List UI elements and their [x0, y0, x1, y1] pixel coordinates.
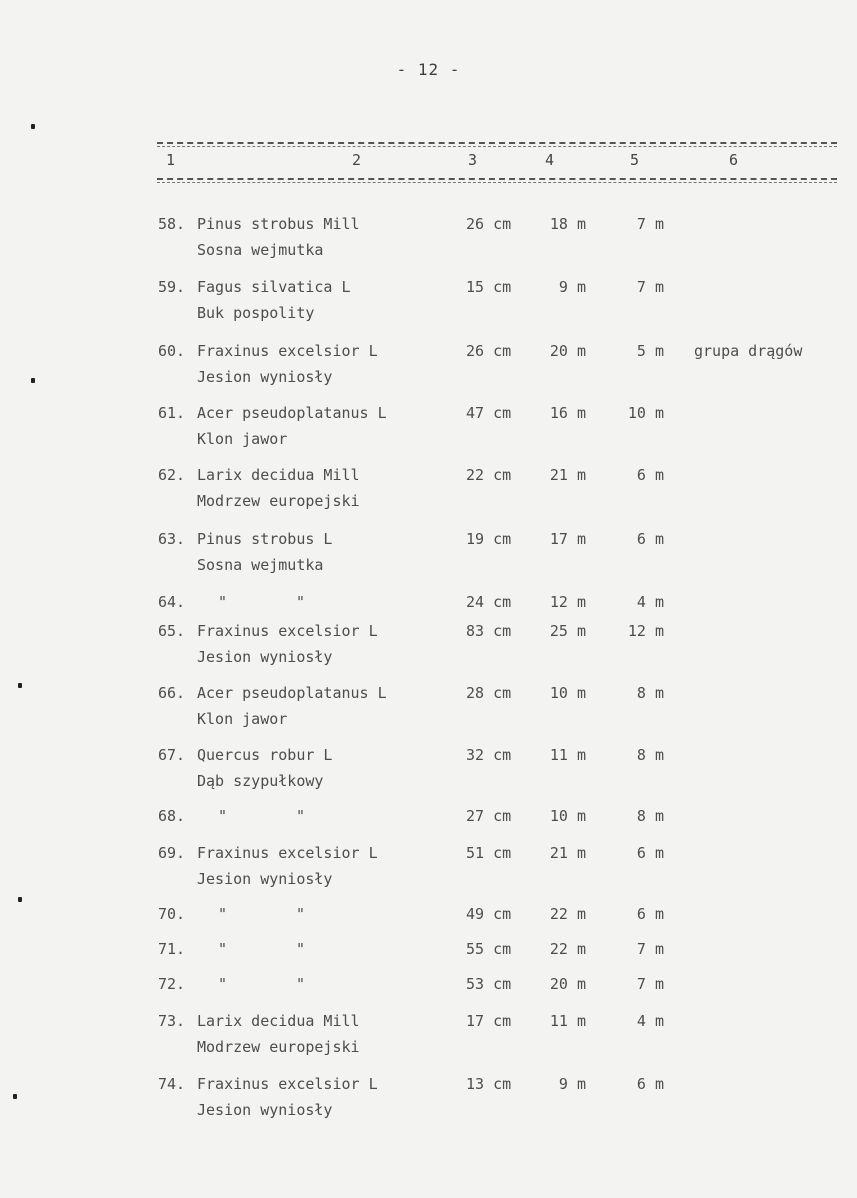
species-polish-name: Dąb szypułkowy: [197, 772, 324, 790]
species-polish-name: Jesion wyniosły: [197, 1101, 333, 1119]
ditto-mark: ": [218, 975, 228, 993]
binder-mark: [31, 124, 35, 129]
species-polish-name: Buk pospolity: [197, 304, 315, 322]
ditto-mark: ": [218, 905, 228, 923]
species-polish-name: Jesion wyniosły: [197, 648, 333, 666]
row-number: 66.: [158, 684, 186, 702]
row-number: 59.: [158, 278, 186, 296]
crown-value: 12 m: [627, 622, 664, 640]
height-value: 17 m: [549, 530, 586, 548]
row-number: 63.: [158, 530, 186, 548]
binder-mark: [13, 1094, 17, 1099]
circumference-value: 17 cm: [466, 1012, 512, 1030]
circumference-value: 49 cm: [466, 905, 512, 923]
column-header-2: 2: [352, 151, 362, 169]
species-latin-name: Larix decidua Mill: [197, 1012, 360, 1030]
column-header-4: 4: [545, 151, 555, 169]
species-polish-name: Jesion wyniosły: [197, 870, 333, 888]
ditto-mark: ": [218, 807, 228, 825]
circumference-value: 83 cm: [466, 622, 512, 640]
ditto-mark: ": [296, 905, 306, 923]
crown-value: 7 m: [636, 940, 664, 958]
circumference-value: 26 cm: [466, 342, 512, 360]
circumference-value: 32 cm: [466, 746, 512, 764]
crown-value: 6 m: [636, 1075, 664, 1093]
species-latin-name: Fraxinus excelsior L: [197, 844, 378, 862]
circumference-value: 19 cm: [466, 530, 512, 548]
crown-value: 7 m: [636, 975, 664, 993]
species-latin-name: Quercus robur L: [197, 746, 333, 764]
height-value: 21 m: [549, 844, 586, 862]
row-number: 61.: [158, 404, 186, 422]
row-number: 69.: [158, 844, 186, 862]
height-value: 20 m: [549, 342, 586, 360]
species-polish-name: Sosna wejmutka: [197, 241, 324, 259]
circumference-value: 28 cm: [466, 684, 512, 702]
circumference-value: 15 cm: [466, 278, 512, 296]
circumference-value: 51 cm: [466, 844, 512, 862]
height-value: 16 m: [549, 404, 586, 422]
height-value: 11 m: [549, 746, 586, 764]
height-value: 22 m: [549, 905, 586, 923]
crown-value: 8 m: [636, 684, 664, 702]
ditto-mark: ": [296, 940, 306, 958]
crown-value: 4 m: [636, 1012, 664, 1030]
height-value: 21 m: [549, 466, 586, 484]
species-polish-name: Modrzew europejski: [197, 1038, 360, 1056]
crown-value: 7 m: [636, 215, 664, 233]
species-polish-name: Modrzew europejski: [197, 492, 360, 510]
crown-value: 4 m: [636, 593, 664, 611]
column-header-3: 3: [468, 151, 478, 169]
column-header-6: 6: [729, 151, 739, 169]
circumference-value: 26 cm: [466, 215, 512, 233]
species-latin-name: Pinus strobus Mill: [197, 215, 360, 233]
row-number: 68.: [158, 807, 186, 825]
species-latin-name: Fraxinus excelsior L: [197, 622, 378, 640]
row-number: 62.: [158, 466, 186, 484]
species-polish-name: Klon jawor: [197, 710, 288, 728]
species-latin-name: Pinus strobus L: [197, 530, 333, 548]
page-number: - 12 -: [396, 60, 461, 79]
crown-value: 7 m: [636, 278, 664, 296]
height-value: 9 m: [558, 1075, 586, 1093]
row-number: 64.: [158, 593, 186, 611]
row-number: 72.: [158, 975, 186, 993]
ditto-mark: ": [296, 975, 306, 993]
height-value: 10 m: [549, 684, 586, 702]
species-latin-name: Fraxinus excelsior L: [197, 1075, 378, 1093]
species-polish-name: Klon jawor: [197, 430, 288, 448]
row-number: 73.: [158, 1012, 186, 1030]
species-latin-name: Acer pseudoplatanus L: [197, 684, 387, 702]
crown-value: 10 m: [627, 404, 664, 422]
height-value: 22 m: [549, 940, 586, 958]
row-number: 74.: [158, 1075, 186, 1093]
crown-value: 6 m: [636, 466, 664, 484]
circumference-value: 53 cm: [466, 975, 512, 993]
circumference-value: 24 cm: [466, 593, 512, 611]
crown-value: 6 m: [636, 530, 664, 548]
species-polish-name: Sosna wejmutka: [197, 556, 324, 574]
row-number: 58.: [158, 215, 186, 233]
crown-value: 6 m: [636, 844, 664, 862]
circumference-value: 13 cm: [466, 1075, 512, 1093]
species-latin-name: Fagus silvatica L: [197, 278, 351, 296]
row-number: 67.: [158, 746, 186, 764]
binder-mark: [18, 683, 22, 688]
row-number: 60.: [158, 342, 186, 360]
ditto-mark: ": [218, 593, 228, 611]
row-number: 70.: [158, 905, 186, 923]
circumference-value: 47 cm: [466, 404, 512, 422]
column-header-5: 5: [630, 151, 640, 169]
crown-value: 8 m: [636, 807, 664, 825]
height-value: 11 m: [549, 1012, 586, 1030]
height-value: 25 m: [549, 622, 586, 640]
row-number: 65.: [158, 622, 186, 640]
species-latin-name: Fraxinus excelsior L: [197, 342, 378, 360]
row-number: 71.: [158, 940, 186, 958]
remarks-value: grupa drągów: [694, 342, 803, 360]
circumference-value: 27 cm: [466, 807, 512, 825]
species-polish-name: Jesion wyniosły: [197, 368, 333, 386]
binder-mark: [18, 897, 22, 902]
ditto-mark: ": [296, 807, 306, 825]
crown-value: 6 m: [636, 905, 664, 923]
ditto-mark: ": [296, 593, 306, 611]
crown-value: 8 m: [636, 746, 664, 764]
binder-mark: [31, 378, 35, 383]
height-value: 12 m: [549, 593, 586, 611]
height-value: 18 m: [549, 215, 586, 233]
crown-value: 5 m: [636, 342, 664, 360]
circumference-value: 55 cm: [466, 940, 512, 958]
species-latin-name: Larix decidua Mill: [197, 466, 360, 484]
height-value: 10 m: [549, 807, 586, 825]
height-value: 9 m: [558, 278, 586, 296]
circumference-value: 22 cm: [466, 466, 512, 484]
ditto-mark: ": [218, 940, 228, 958]
species-latin-name: Acer pseudoplatanus L: [197, 404, 387, 422]
column-header-1: 1: [166, 151, 176, 169]
height-value: 20 m: [549, 975, 586, 993]
